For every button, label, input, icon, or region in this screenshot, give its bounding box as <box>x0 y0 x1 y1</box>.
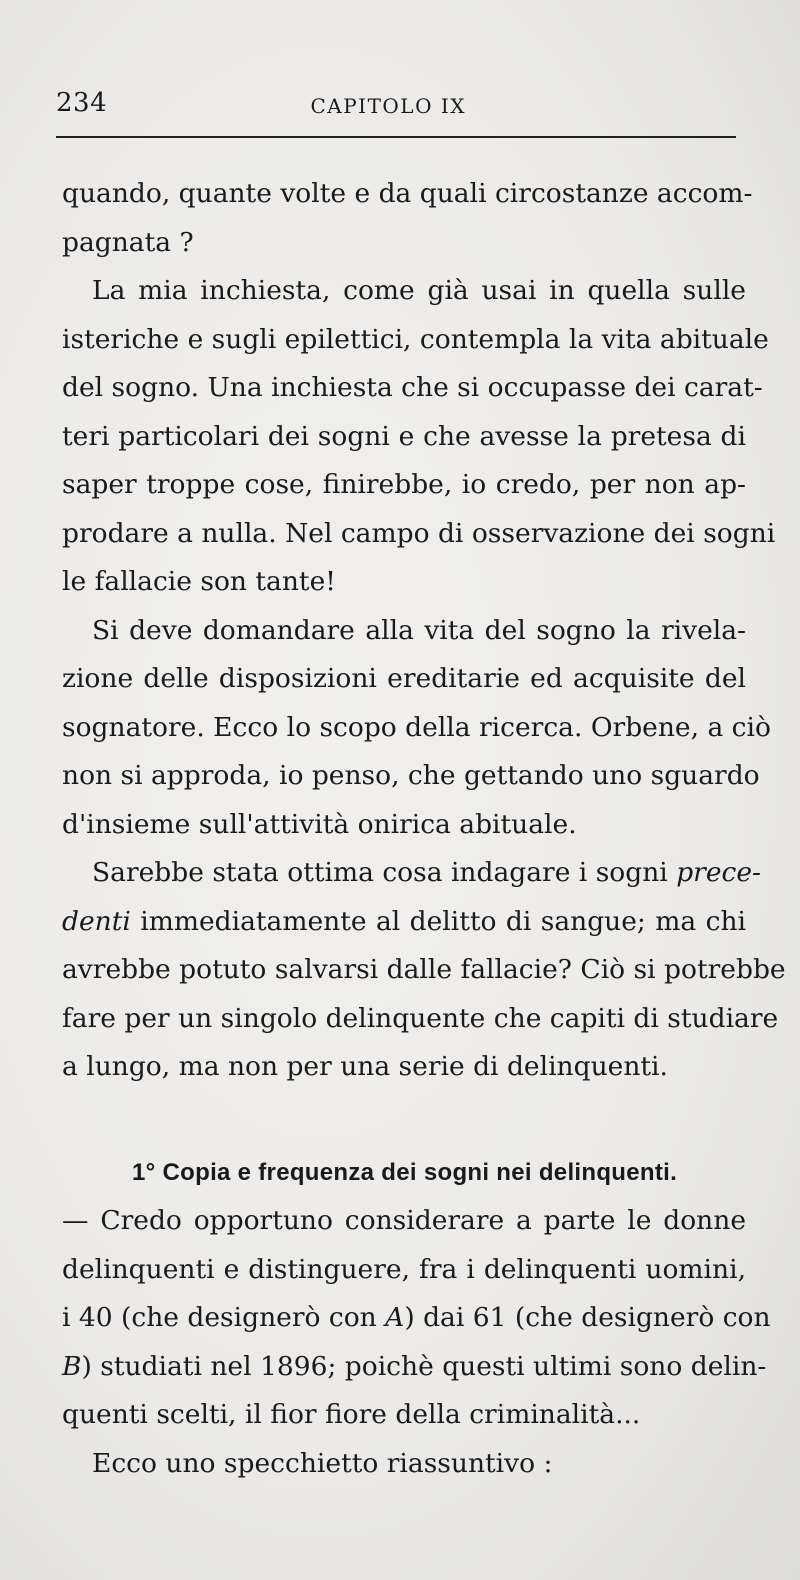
text-line: pagnata ? <box>62 226 194 258</box>
text-line: avrebbe potuto salvarsi dalle fallacie? Ciò si potrebbe <box>62 954 786 985</box>
text-line: Sarebbe stata ottima cosa indagare i sogni prece- <box>92 857 761 888</box>
text-line: a lungo, ma non per una serie di delinquenti. <box>62 1051 668 1082</box>
text-line: isteriche e sugli epilettici, contempla la vita abituale <box>62 323 769 355</box>
text-line: delinquenti e distinguere, fra i delinquenti uomini, <box>62 1253 746 1285</box>
header-rule <box>56 136 736 138</box>
italic-word: denti <box>62 905 131 937</box>
italic-letter: B <box>62 1350 82 1382</box>
page-number: 234 <box>56 88 108 118</box>
text-line: sognatore. Ecco lo scopo della ricerca. Orbene, a ciò <box>62 711 771 743</box>
text-line: teri particolari dei sogni e che avesse la pretesa di <box>62 420 746 452</box>
text-line: quenti scelti, il fior fiore della criminalità... <box>62 1399 641 1430</box>
text-line: — Credo opportuno considerare a parte le donne <box>62 1205 746 1236</box>
italic-letter: A <box>385 1302 405 1333</box>
section-spacer <box>62 1092 746 1148</box>
text-line: i 40 (che designerò con A) dai 61 (che designerò con <box>62 1302 771 1333</box>
text-line: denti immediatamente al delitto di sangue; ma chi <box>62 905 746 937</box>
text-line: fare per un singolo delinquente che capiti di studiare <box>62 1002 779 1034</box>
text-line: del sogno. Una inchiesta che si occupasse dei carat- <box>62 372 763 403</box>
text-line: zione delle disposizioni ereditarie ed acquisite del <box>62 663 746 694</box>
text-line: prodare a nulla. Nel campo di osservazione dei sogni <box>62 517 776 549</box>
text-line: Ecco uno specchietto riassuntivo : <box>92 1447 553 1479</box>
text-line: quando, quante volte e da quali circostanze accom- <box>62 178 753 209</box>
text-line: d'insieme sull'attività onirica abituale. <box>62 808 577 840</box>
text-line: non si approda, io penso, che gettando uno sguardo <box>62 760 760 791</box>
text-line: La mia inchiesta, come già usai in quella sulle <box>92 275 746 306</box>
body-text <box>62 170 786 1488</box>
text-line: saper troppe cose, finirebbe, io credo, per non ap- <box>62 469 746 500</box>
section-heading: 1° Copia e frequenza dei sogni nei delinquenti. <box>132 1158 678 1186</box>
italic-word: prece- <box>676 857 761 888</box>
page-header <box>56 88 736 128</box>
text-line: Si deve domandare alla vita del sogno la rivela- <box>92 614 746 646</box>
text-line: le fallacie son tante! <box>62 566 336 597</box>
text-line: B) studiati nel 1896; poichè questi ultimi sono delin- <box>62 1350 767 1382</box>
running-head: CAPITOLO IX <box>310 94 466 118</box>
